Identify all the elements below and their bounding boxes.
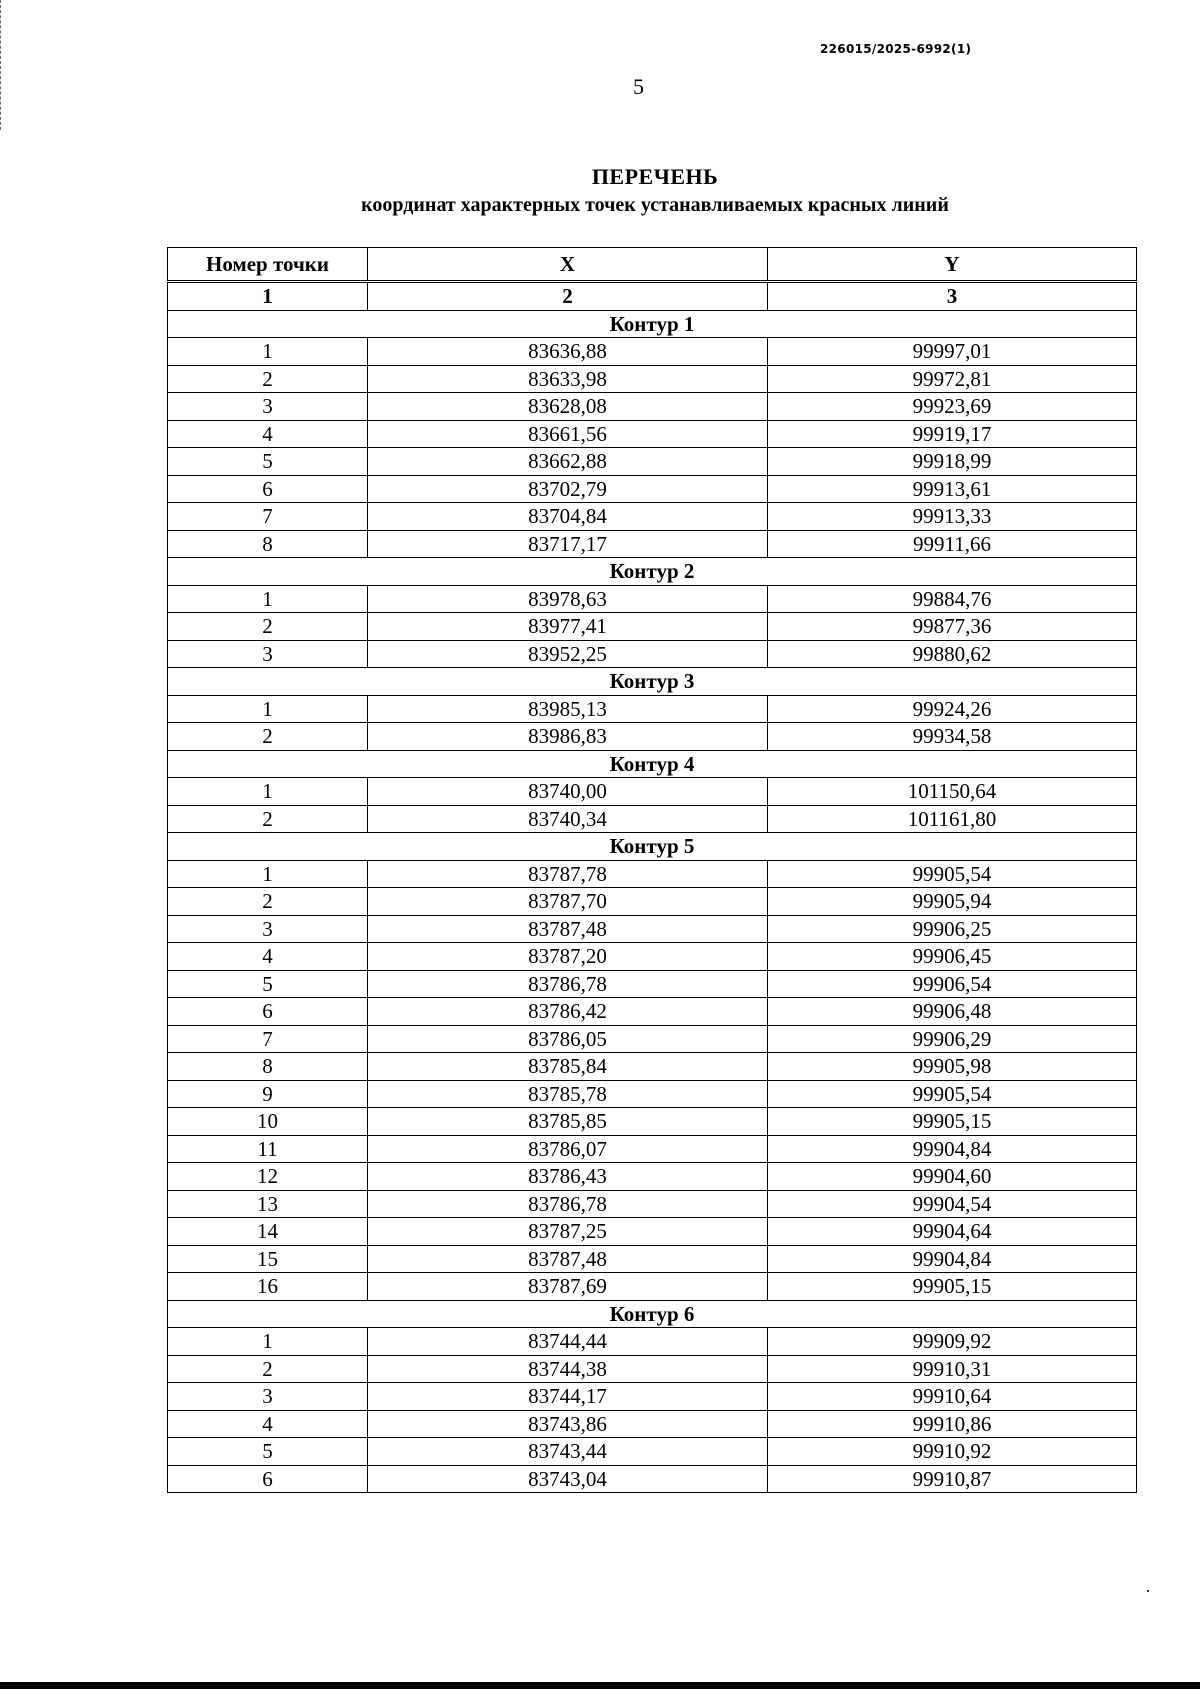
y-coordinate-cell: 99906,54 [768,970,1137,998]
y-coordinate-cell: 99906,45 [768,943,1137,971]
y-coordinate-cell: 99972,81 [768,365,1137,393]
point-number-cell: 1 [168,778,368,806]
x-coordinate-cell: 83785,84 [368,1053,768,1081]
y-coordinate-cell: 99905,54 [768,860,1137,888]
x-coordinate-cell: 83786,05 [368,1025,768,1053]
table-row [168,970,1137,998]
table-header-row [168,248,1137,282]
point-number-cell: 2 [168,365,368,393]
point-number-cell: 4 [168,943,368,971]
x-coordinate-cell: 83740,34 [368,805,768,833]
table-row [168,1410,1137,1438]
point-number-cell: 1 [168,585,368,613]
point-number-cell: 6 [168,475,368,503]
table-row [168,1025,1137,1053]
point-number-cell: 4 [168,1410,368,1438]
x-coordinate-cell: 83633,98 [368,365,768,393]
table-row [168,805,1137,833]
point-number-cell: 3 [168,393,368,421]
x-coordinate-cell: 83702,79 [368,475,768,503]
y-coordinate-cell: 99934,58 [768,723,1137,751]
y-coordinate-cell: 99910,31 [768,1355,1137,1383]
table-row [168,695,1137,723]
x-coordinate-cell: 83743,04 [368,1465,768,1493]
page-title: ПЕРЕЧЕНЬ [591,164,719,189]
y-coordinate-cell: 99880,62 [768,640,1137,668]
x-coordinate-cell: 83787,48 [368,915,768,943]
table-row [168,1135,1137,1163]
point-number-cell: 5 [168,448,368,476]
point-number-cell: 14 [168,1218,368,1246]
x-coordinate-cell: 83787,48 [368,1245,768,1273]
y-coordinate-cell: 99910,87 [768,1465,1137,1493]
column-number: 3 [768,282,1137,311]
y-coordinate-cell: 99910,92 [768,1438,1137,1466]
scan-speck [1147,1590,1149,1592]
page-number: 5 [633,74,644,99]
table-row [168,778,1137,806]
contour-title: Контур 2 [168,558,1137,586]
y-coordinate-cell: 99904,64 [768,1218,1137,1246]
scan-bottom-border [0,1682,1200,1689]
point-number-cell: 7 [168,1025,368,1053]
y-coordinate-cell: 99913,33 [768,503,1137,531]
x-coordinate-cell: 83785,78 [368,1080,768,1108]
contour-header-row [168,1300,1137,1328]
point-number-cell: 7 [168,503,368,531]
point-number-cell: 11 [168,1135,368,1163]
point-number-cell: 3 [168,1383,368,1411]
contour-header-row [168,833,1137,861]
point-number-cell: 1 [168,1328,368,1356]
table-row [168,613,1137,641]
x-coordinate-cell: 83717,17 [368,530,768,558]
point-number-cell: 10 [168,1108,368,1136]
y-coordinate-cell: 99877,36 [768,613,1137,641]
contour-title: Контур 5 [168,833,1137,861]
page-subtitle: координат характерных точек устанавливаемых красных линий [361,194,949,216]
table-row [168,338,1137,366]
point-number-cell: 8 [168,530,368,558]
header-y: Y [768,248,1137,282]
point-number-cell: 5 [168,970,368,998]
table-row [168,640,1137,668]
table-row [168,943,1137,971]
y-coordinate-cell: 99913,61 [768,475,1137,503]
coordinates-table-body [168,248,1137,1493]
point-number-cell: 8 [168,1053,368,1081]
x-coordinate-cell: 83787,78 [368,860,768,888]
header-x: X [368,248,768,282]
x-coordinate-cell: 83786,43 [368,1163,768,1191]
x-coordinate-cell: 83743,44 [368,1438,768,1466]
contour-header-row [168,310,1137,338]
x-coordinate-cell: 83787,69 [368,1273,768,1301]
y-coordinate-cell: 99923,69 [768,393,1137,421]
y-coordinate-cell: 99905,15 [768,1108,1137,1136]
y-coordinate-cell: 99905,54 [768,1080,1137,1108]
point-number-cell: 1 [168,338,368,366]
column-number-row [168,282,1137,311]
y-coordinate-cell: 99910,86 [768,1410,1137,1438]
table-row [168,1383,1137,1411]
table-row [168,915,1137,943]
point-number-cell: 4 [168,420,368,448]
table-row [168,1080,1137,1108]
x-coordinate-cell: 83787,25 [368,1218,768,1246]
point-number-cell: 2 [168,805,368,833]
y-coordinate-cell: 99905,98 [768,1053,1137,1081]
point-number-cell: 12 [168,1163,368,1191]
y-coordinate-cell: 99924,26 [768,695,1137,723]
table-row [168,1218,1137,1246]
table-row [168,393,1137,421]
column-number: 1 [168,282,368,311]
coordinates-table [167,247,1137,1493]
y-coordinate-cell: 99904,60 [768,1163,1137,1191]
point-number-cell: 1 [168,695,368,723]
x-coordinate-cell: 83787,20 [368,943,768,971]
table-row [168,1273,1137,1301]
table-row [168,1190,1137,1218]
header-point-number: Номер точки [168,248,368,282]
table-row [168,530,1137,558]
y-coordinate-cell: 99904,84 [768,1245,1137,1273]
y-coordinate-cell: 99909,92 [768,1328,1137,1356]
x-coordinate-cell: 83704,84 [368,503,768,531]
y-coordinate-cell: 99906,25 [768,915,1137,943]
y-coordinate-cell: 99906,48 [768,998,1137,1026]
x-coordinate-cell: 83985,13 [368,695,768,723]
point-number-cell: 5 [168,1438,368,1466]
x-coordinate-cell: 83978,63 [368,585,768,613]
table-row [168,888,1137,916]
contour-title: Контур 4 [168,750,1137,778]
table-row [168,1355,1137,1383]
y-coordinate-cell: 101161,80 [768,805,1137,833]
point-number-cell: 6 [168,998,368,1026]
point-number-cell: 2 [168,888,368,916]
y-coordinate-cell: 99918,99 [768,448,1137,476]
x-coordinate-cell: 83636,88 [368,338,768,366]
y-coordinate-cell: 99919,17 [768,420,1137,448]
y-coordinate-cell: 101150,64 [768,778,1137,806]
table-row [168,1108,1137,1136]
table-row [168,1328,1137,1356]
x-coordinate-cell: 83743,86 [368,1410,768,1438]
contour-title: Контур 3 [168,668,1137,696]
x-coordinate-cell: 83986,83 [368,723,768,751]
document-number: 226015/2025-6992(1) [820,42,972,56]
y-coordinate-cell: 99904,54 [768,1190,1137,1218]
column-number: 2 [368,282,768,311]
x-coordinate-cell: 83744,44 [368,1328,768,1356]
y-coordinate-cell: 99905,94 [768,888,1137,916]
contour-header-row [168,750,1137,778]
x-coordinate-cell: 83977,41 [368,613,768,641]
contour-header-row [168,558,1137,586]
x-coordinate-cell: 83740,00 [368,778,768,806]
table-row [168,998,1137,1026]
y-coordinate-cell: 99904,84 [768,1135,1137,1163]
x-coordinate-cell: 83744,38 [368,1355,768,1383]
x-coordinate-cell: 83662,88 [368,448,768,476]
x-coordinate-cell: 83628,08 [368,393,768,421]
table-row [168,503,1137,531]
point-number-cell: 1 [168,860,368,888]
table-row [168,365,1137,393]
contour-title: Контур 6 [168,1300,1137,1328]
point-number-cell: 13 [168,1190,368,1218]
table-row [168,1465,1137,1493]
table-row [168,860,1137,888]
table-row [168,475,1137,503]
x-coordinate-cell: 83786,78 [368,970,768,998]
table-row [168,585,1137,613]
table-row [168,420,1137,448]
point-number-cell: 6 [168,1465,368,1493]
y-coordinate-cell: 99906,29 [768,1025,1137,1053]
x-coordinate-cell: 83744,17 [368,1383,768,1411]
point-number-cell: 9 [168,1080,368,1108]
x-coordinate-cell: 83952,25 [368,640,768,668]
table-row [168,1163,1137,1191]
contour-header-row [168,668,1137,696]
x-coordinate-cell: 83786,07 [368,1135,768,1163]
point-number-cell: 2 [168,1355,368,1383]
contour-title: Контур 1 [168,310,1137,338]
table-row [168,723,1137,751]
y-coordinate-cell: 99997,01 [768,338,1137,366]
x-coordinate-cell: 83785,85 [368,1108,768,1136]
point-number-cell: 3 [168,640,368,668]
y-coordinate-cell: 99911,66 [768,530,1137,558]
y-coordinate-cell: 99905,15 [768,1273,1137,1301]
point-number-cell: 3 [168,915,368,943]
table-row [168,1438,1137,1466]
page-edge-mark [0,0,3,130]
y-coordinate-cell: 99884,76 [768,585,1137,613]
x-coordinate-cell: 83786,42 [368,998,768,1026]
x-coordinate-cell: 83786,78 [368,1190,768,1218]
table-row [168,1245,1137,1273]
table-row [168,448,1137,476]
y-coordinate-cell: 99910,64 [768,1383,1137,1411]
point-number-cell: 15 [168,1245,368,1273]
table-row [168,1053,1137,1081]
x-coordinate-cell: 83661,56 [368,420,768,448]
point-number-cell: 2 [168,723,368,751]
point-number-cell: 2 [168,613,368,641]
x-coordinate-cell: 83787,70 [368,888,768,916]
point-number-cell: 16 [168,1273,368,1301]
